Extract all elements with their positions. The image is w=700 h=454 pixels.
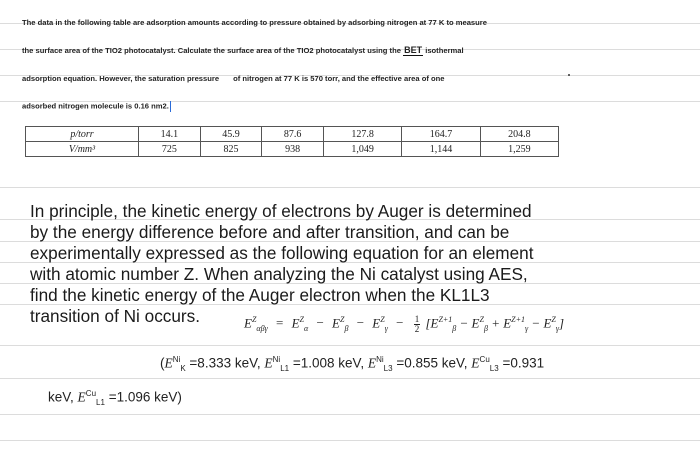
problem2-line: In principle, the kinetic energy of electrons by Auger is determined [30, 201, 532, 221]
auger-equation: $E^Z_{\alpha\beta\gamma} = E^Z_\alpha - E^Z_\beta - E^Z_\gamma$ − $\frac{1}{2}$ $[E^{Z+1}_\beta - E^Z_\beta + E^{Z+1}_\gamma - E^Z_\gamma]$ [244, 314, 565, 334]
problem1-line2 [22, 45, 464, 55]
eq-term-a: E [291, 315, 300, 331]
notebook-rule [0, 187, 700, 188]
notebook-rule [0, 440, 700, 441]
problem2-line: find the kinetic energy of the Auger electron when the KL1L3 [30, 285, 490, 305]
table-cell: 725 [139, 142, 201, 157]
stray-dot [568, 74, 570, 76]
problem2-text [30, 201, 630, 327]
eq-term-c: E [372, 315, 381, 331]
problem1-line4-text: adsorbed nitrogen molecule is 0.16 nm2. [22, 101, 169, 111]
notebook-rule [0, 345, 700, 346]
table-cell: 938 [262, 142, 324, 157]
adsorption-table [25, 126, 559, 157]
problem2-line: with atomic number Z. When analyzing the Ni catalyst using AES, [30, 264, 528, 284]
problem2-line: transition of Ni occurs. [30, 306, 201, 326]
table-cell: 1,049 [323, 142, 401, 157]
problem1-line4 [22, 101, 171, 112]
value-kev-unit: keV, [48, 389, 74, 405]
problem1-line1: The data in the following table are adsorption amounts according to pressure obtained by adsorbing nitrogen at 77 K to measure [22, 18, 487, 27]
given-values-cont: keV, $E^{Cu}_{L1} =1.096$ keV) [48, 389, 182, 408]
problem1-line3 [22, 74, 444, 83]
bet-underlined: BET [404, 45, 423, 55]
table-cell: 87.6 [262, 127, 324, 142]
value-cu-l1: =1.096 keV) [108, 389, 182, 405]
table-cell: 204.8 [480, 127, 558, 142]
problem1-line3-a: adsorption equation. However, the saturation pressure [22, 74, 220, 83]
eq-lhs: E [244, 315, 252, 331]
problem2-line: by the energy difference before and after transition, and can be [30, 222, 510, 242]
value-el3: =0.855 keV, [396, 355, 468, 371]
value-ek: =8.333 keV, [189, 355, 261, 371]
table-cell: 164.7 [402, 127, 480, 142]
table-cell: 45.9 [200, 127, 262, 142]
problem1-line3-b: of nitrogen at 77 K is 570 torr, and the effective area of one [233, 74, 445, 83]
problem2-line: experimentally expressed as the following equation for an element [30, 243, 534, 263]
fraction-denominator: 2 [414, 324, 420, 334]
table-cell: 127.8 [323, 127, 401, 142]
one-half-fraction [414, 315, 421, 334]
notebook-rule [0, 414, 700, 415]
eq-term-b: E [332, 315, 340, 331]
table-row-header: V/mm³ [26, 142, 139, 157]
text-cursor [170, 101, 171, 112]
table-row [26, 142, 559, 157]
notebook-rule [0, 378, 700, 379]
problem1-line2-a: the surface area of the TIO2 photocatalyst. Calculate the surface area of the TIO2 photocatalyst using the [22, 46, 401, 55]
table-cell: 825 [200, 142, 262, 157]
value-el1: =1.008 keV, [292, 355, 365, 371]
table-cell: 1,259 [480, 142, 558, 157]
table-row [26, 127, 559, 142]
fraction-numerator: 1 [414, 314, 420, 324]
table-cell: 1,144 [402, 142, 480, 157]
given-values: ($E^{Ni}_K =8.333$ keV, $E^{Ni}_{L1} =1.008$ keV, $E^{Ni}_{L3} =0.855$ keV, $E^{Cu}_{L3} =0.931$ [160, 355, 545, 374]
table-row-header: p/torr [26, 127, 139, 142]
value-cu-l3: =0.931 [502, 355, 545, 371]
table-cell: 14.1 [139, 127, 201, 142]
problem1-line2-b: isothermal [425, 46, 464, 55]
